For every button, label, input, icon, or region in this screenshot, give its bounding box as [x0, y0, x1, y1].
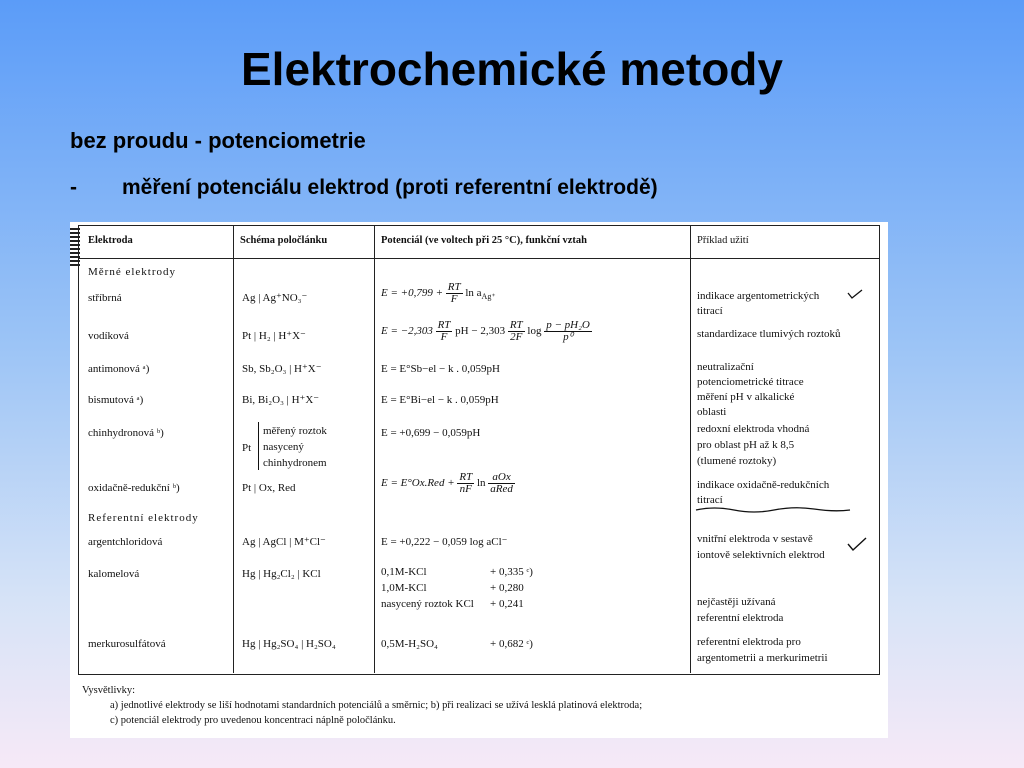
row-use-line: neutralizační — [697, 361, 754, 373]
row-scheme: Hg | Hg₂SO₄ | H₂SO₄ — [242, 638, 336, 650]
row-use-line: měření pH v alkalické — [697, 391, 795, 403]
header-potential: Potenciál (ve voltech při 25 °C), funkční vztah — [381, 235, 588, 246]
row-use-line: pro oblast pH až k 8,5 — [697, 439, 795, 451]
row-formula: E = E°Bi−el − k . 0,059pH — [381, 394, 499, 406]
row-scheme-line: chinhydronem — [263, 457, 327, 469]
row-formula: E = E°Ox.Red + $\frac{RT}{nF}$ ln $\frac{\text{aOx}}{\text{aRed}}$ — [381, 471, 513, 495]
row-name: oxidačně-redukční ᵇ) — [88, 482, 180, 494]
slide-subtitle: bez proudu - potenciometrie — [70, 128, 366, 153]
header-divider — [78, 258, 879, 259]
row-use-line: iontově selektivních elektrod — [697, 549, 825, 561]
row-formula: E = −2,303 $\frac{RT}{F}$ pH − 2,303 $\frac{RT}{2F}$ log $\frac{\text{p − pH₂O}}{\text{p⁰}}$ — [381, 319, 590, 343]
row-conc: 0,5M-H₂SO₄ — [381, 638, 438, 650]
row-use-line: referentní elektroda — [697, 612, 784, 624]
row-scheme: Pt | Ox, Red — [242, 482, 296, 494]
notes-title: Vysvětlivky: — [82, 685, 136, 696]
row-use-line: argentometrii a merkurimetrii — [697, 652, 828, 664]
row-use-line: (tlumené roztoky) — [697, 455, 777, 467]
fraction: $\frac{RT}{F}$ — [447, 281, 461, 305]
row-use-line: vnitřní elektroda v sestavě — [697, 533, 813, 545]
row-value: + 0,241 — [490, 598, 524, 610]
row-use-line: potenciometrické titrace — [697, 376, 804, 388]
bullet-text: měření potenciálu elektrod (proti referentní elektrodě) — [122, 176, 658, 199]
section-reference: Referentní elektrody — [88, 512, 199, 524]
header-electrode: Elektroda — [88, 235, 133, 246]
row-use-line: titrací — [697, 305, 723, 317]
row-use-line: indikace argentometrických — [697, 290, 820, 302]
header-scheme: Schéma poločlánku — [240, 235, 328, 246]
row-scheme: Sb, Sb₂O₃ | H⁺X⁻ — [242, 363, 322, 375]
row-scheme: Ag | Ag⁺NO₃⁻ — [242, 292, 308, 304]
electrode-table-image — [70, 222, 888, 738]
row-name: antimonová ᵃ) — [88, 363, 150, 375]
row-use-line: referentní elektroda pro — [697, 636, 801, 648]
row-name: vodíková — [88, 330, 129, 342]
row-formula: E = E°Sb−el − k . 0,059pH — [381, 363, 500, 375]
row-scheme-line: měřený roztok — [263, 425, 327, 437]
row-scheme: Bi, Bi₂O₃ | H⁺X⁻ — [242, 394, 320, 406]
row-value: + 0,280 — [490, 582, 524, 594]
row-use-line: oblasti — [697, 406, 727, 418]
row-name: stříbrná — [88, 292, 122, 304]
row-value: + 0,682 ᶜ) — [490, 638, 533, 650]
formula-prefix: E = +0,799 + — [381, 287, 443, 300]
row-name: merkurosulfátová — [88, 638, 166, 650]
handwritten-check — [846, 288, 864, 300]
row-name: kalomelová — [88, 568, 140, 580]
row-formula: E = +0,699 − 0,059pH — [381, 427, 481, 439]
row-scheme: Hg | Hg₂Cl₂ | KCl — [242, 568, 321, 580]
row-use-line: titrací — [697, 494, 723, 506]
col-divider — [233, 225, 234, 673]
row-conc: nasycený roztok KCl — [381, 598, 474, 610]
header-example: Příklad užití — [697, 235, 749, 246]
row-name: chinhydronová ᵇ) — [88, 427, 164, 439]
note-line: a) jednotlivé elektrody se liší hodnotami standardních potenciálů a směrnic; b) při realizaci se užívá lesklá platinová elektroda; — [110, 700, 643, 711]
row-value: + 0,335 ᶜ) — [490, 566, 533, 578]
row-use-line: standardizace tlumivých roztoků — [697, 328, 841, 340]
row-conc: 1,0M-KCl — [381, 582, 427, 594]
row-use-line: indikace oxidačně-redukčních — [697, 479, 830, 491]
row-scheme-line: nasycený — [263, 441, 304, 453]
row-formula: E = +0,799 + $\frac{RT}{F}$ $\ln a_{Ag^+}$ — [381, 281, 496, 305]
row-name: bismutová ᵃ) — [88, 394, 144, 406]
row-name: argentchloridová — [88, 536, 163, 548]
row-conc: 0,1M-KCl — [381, 566, 427, 578]
row-scheme: Ag | AgCl | M⁺Cl⁻ — [242, 536, 326, 548]
row-scheme: Pt | H₂ | H⁺X⁻ — [242, 330, 306, 342]
bullet-line — [70, 176, 658, 200]
handwritten-check — [846, 536, 868, 552]
scheme-bracket — [258, 422, 259, 470]
note-line: c) potenciál elektrody pro uvedenou koncentraci náplně poločlánku. — [110, 715, 396, 726]
row-scheme-prefix: Pt — [242, 442, 252, 454]
col-divider — [690, 225, 691, 673]
section-measuring: Měrné elektrody — [88, 266, 176, 278]
bullet-marker: - — [70, 176, 77, 199]
formula-suffix: ln a — [465, 287, 482, 300]
col-divider — [374, 225, 375, 673]
handwritten-underline — [694, 504, 854, 514]
row-formula: E = +0,222 − 0,059 log aCl⁻ — [381, 536, 508, 548]
slide-title: Elektrochemické metody — [240, 43, 783, 95]
row-use-line: redoxní elektroda vhodná — [697, 423, 810, 435]
row-use-line: nejčastěji užívaná — [697, 596, 776, 608]
